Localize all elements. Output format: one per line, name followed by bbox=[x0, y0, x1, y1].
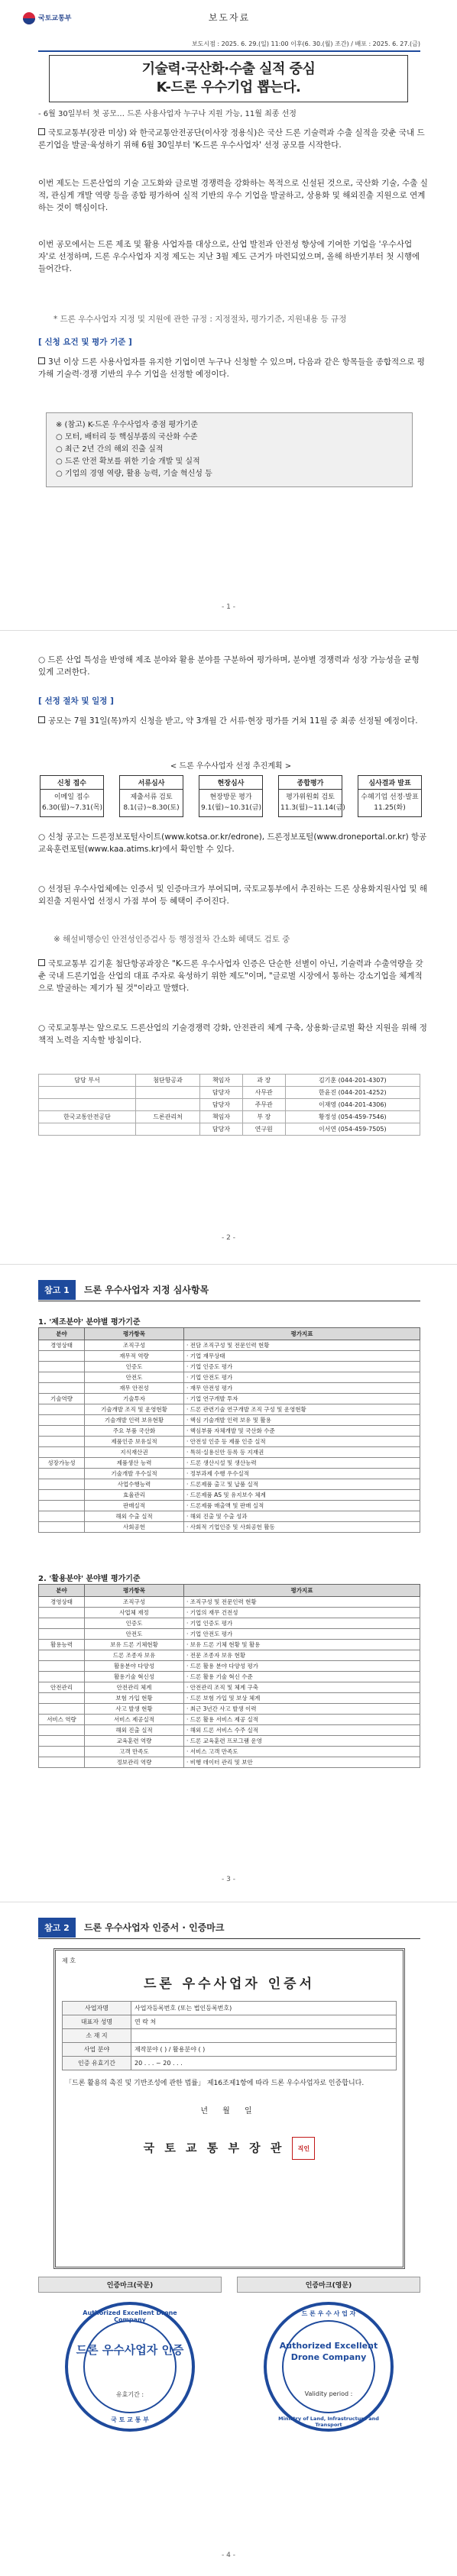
table-row bbox=[39, 1682, 420, 1693]
indicator-cell: · 드론 활용 기술 혁신 수준 bbox=[184, 1672, 420, 1682]
table-cell: 김기훈 (044-201-4307) bbox=[285, 1075, 420, 1087]
category-cell: 기술역량 bbox=[39, 1394, 85, 1404]
column-header: 평가항목 bbox=[85, 1585, 184, 1597]
table-row bbox=[39, 1672, 420, 1682]
reference-tag: 참고 1 bbox=[38, 1280, 76, 1300]
item-cell: 안전관리 체계 bbox=[85, 1682, 184, 1693]
field-value: 20 . . . ~ 20 . . . bbox=[131, 2057, 397, 2070]
item-cell: 안전도 bbox=[85, 1629, 184, 1640]
ministry-emblem-icon bbox=[23, 12, 35, 24]
certificate-sample bbox=[53, 1948, 405, 2269]
english-mark-column bbox=[237, 2277, 420, 2432]
table-row bbox=[39, 1501, 420, 1511]
subheadline: - 6월 30일부터 첫 공모… 드론 사용사업자 누구나 지원 가능, 11월 최종 선정 bbox=[38, 110, 297, 118]
indicator-cell: · 기업 연구개발 투자 bbox=[184, 1394, 420, 1404]
indicator-cell: · 해외 진출 및 수출 성과 bbox=[184, 1511, 420, 1522]
table-row bbox=[39, 1661, 420, 1672]
refbox-title: ※ (참고) K-드론 우수사업자 중점 평가기준 bbox=[56, 421, 199, 429]
page-2 bbox=[0, 630, 457, 1260]
indicator-cell: · 기업 안전도 평가 bbox=[184, 1372, 420, 1383]
indicator-cell: · 비행 데이터 관리 및 보안 bbox=[184, 1757, 420, 1768]
indicator-cell: · 재무 안전성 평가 bbox=[184, 1383, 420, 1394]
table-row bbox=[39, 1394, 420, 1404]
category-cell bbox=[39, 1383, 85, 1394]
item-cell: 인증도 bbox=[85, 1362, 184, 1372]
category-cell bbox=[39, 1362, 85, 1372]
body-item: ○ 드론 산업 특성을 반영해 제조 분야와 활용 분야를 구분하여 평가하며, 분야별 경쟁력과 성장 가능성을 균형 있게 고려한다. bbox=[38, 655, 420, 677]
page-number: - 1 - bbox=[222, 603, 235, 611]
item-cell: 활용분야 다양성 bbox=[85, 1661, 184, 1672]
table-row bbox=[39, 1597, 420, 1608]
utilization-criteria-table bbox=[38, 1584, 420, 1768]
item-cell: 보유 드론 기체현황 bbox=[85, 1640, 184, 1650]
category-cell bbox=[39, 1404, 85, 1415]
indicator-cell: · 드론제품 출고 및 납품 실적 bbox=[184, 1479, 420, 1490]
category-cell bbox=[39, 1672, 85, 1682]
press-header bbox=[23, 8, 436, 35]
item-cell: 지식재산권 bbox=[85, 1447, 184, 1458]
table-row bbox=[39, 1725, 420, 1736]
item-cell: 안전도 bbox=[85, 1372, 184, 1383]
category-cell bbox=[39, 1693, 85, 1704]
indicator-cell: · 기업 안전도 평가 bbox=[184, 1629, 420, 1640]
column-header: 평가지표 bbox=[184, 1328, 420, 1340]
field-label: 대표자 성명 bbox=[63, 2015, 131, 2029]
section-heading: [ 신청 요건 및 평가 기준 ] bbox=[38, 338, 132, 347]
item-cell: 고객 만족도 bbox=[85, 1747, 184, 1757]
table-cell: 한국교통안전공단 bbox=[39, 1111, 136, 1123]
doc-type: 보도자료 bbox=[208, 12, 251, 23]
schedule-paragraph: 공모는 7월 31일(목)까지 신청을 받고, 약 3개월 간 서류·현장 평가를 거쳐 11월 중 최종 선정될 예정이다. bbox=[38, 715, 428, 727]
table-cell bbox=[39, 1123, 136, 1136]
column-header: 평가지표 bbox=[184, 1585, 420, 1597]
column-header: 분야 bbox=[39, 1585, 85, 1597]
category-cell bbox=[39, 1725, 85, 1736]
item-cell: 해외 수출 실적 bbox=[85, 1511, 184, 1522]
table-row bbox=[63, 2002, 397, 2015]
category-cell bbox=[39, 1426, 85, 1437]
category-cell: 안전관리 bbox=[39, 1682, 85, 1693]
item-cell: 주요 부품 국산화 bbox=[85, 1426, 184, 1437]
category-cell bbox=[39, 1479, 85, 1490]
category-cell bbox=[39, 1437, 85, 1447]
table-row bbox=[39, 1747, 420, 1757]
table-row bbox=[39, 1340, 420, 1351]
item-cell: 기술투자 bbox=[85, 1394, 184, 1404]
table-row bbox=[39, 1522, 420, 1533]
table-cell: 첨단항공과 bbox=[135, 1075, 199, 1087]
category-cell: 경영상태 bbox=[39, 1597, 85, 1608]
table-row bbox=[39, 1479, 420, 1490]
refbox-item: ○ 기업의 경영 역량, 활용 능력, 기술 혁신성 등 bbox=[56, 470, 212, 478]
category-cell bbox=[39, 1650, 85, 1661]
table-row bbox=[39, 1426, 420, 1437]
schedule-stage: 종합평가 평가위원회 검토 11.3(월)~11.14(금) bbox=[278, 775, 342, 817]
category-cell bbox=[39, 1511, 85, 1522]
indicator-cell: · 드론 교육훈련 프로그램 운영 bbox=[184, 1736, 420, 1747]
page-1 bbox=[0, 0, 457, 626]
indicator-cell: · 보유 드론 기체 현황 및 활용 bbox=[184, 1640, 420, 1650]
indicator-cell: · 조직구성 및 전문인력 현황 bbox=[184, 1597, 420, 1608]
table-row bbox=[39, 1437, 420, 1447]
item-cell: 제품인증 보유실적 bbox=[85, 1437, 184, 1447]
headline-line-2: K-드론 우수기업 뽑는다. bbox=[156, 79, 301, 95]
schedule-stage: 현장심사 현장방문 평가 9.1(월)~10.31(금) bbox=[199, 775, 263, 817]
field-value: 연 락 처 bbox=[131, 2015, 397, 2029]
field-label: 소 재 지 bbox=[63, 2029, 131, 2043]
certificate-number: 제 호 bbox=[62, 1957, 76, 1964]
headline-line-1: 기술력·국산화·수출 실적 중심 bbox=[141, 61, 316, 77]
table-row bbox=[39, 1447, 420, 1458]
schedule-stage: 신청 접수 이메일 접수 6.30(월)~7.31(목) bbox=[40, 775, 104, 817]
field-label: 사업 분야 bbox=[63, 2043, 131, 2057]
body-item: 이번 공모에서는 드론 제조 및 활용 사업자를 대상으로, 산업 발전과 안전성 향상에 기여한 기업을 '우수사업자'로 선정하며, 드론 우수사업자 지정 제도는 지난 3월 제도 근거가 마련되었으며, 올해 하반기부터 첫 시행에 들어간다. bbox=[38, 240, 420, 273]
table-cell: 부 장 bbox=[242, 1111, 285, 1123]
category-cell bbox=[39, 1351, 85, 1362]
category-cell bbox=[39, 1629, 85, 1640]
table-cell: 사무관 bbox=[242, 1087, 285, 1099]
item-cell: 정보관리 역량 bbox=[85, 1757, 184, 1768]
indicator-cell: · 드론 보험 가입 및 보상 체계 bbox=[184, 1693, 420, 1704]
category-cell: 경영상태 bbox=[39, 1340, 85, 1351]
category-cell: 성장가능성 bbox=[39, 1458, 85, 1469]
square-bullet-icon bbox=[38, 128, 45, 135]
item-cell: 해외 진출 실적 bbox=[85, 1725, 184, 1736]
category-cell bbox=[39, 1522, 85, 1533]
schedule-stages bbox=[40, 775, 422, 817]
table-row bbox=[39, 1650, 420, 1661]
table-caption: 1. '제조분야' 분야별 평가기준 bbox=[38, 1318, 141, 1327]
table-cell bbox=[135, 1087, 199, 1099]
item-cell: 교육훈련 역량 bbox=[85, 1736, 184, 1747]
category-cell bbox=[39, 1490, 85, 1501]
reference-title: 드론 우수사업자 인증서 · 인증마크 bbox=[83, 1922, 225, 1933]
ministry-logo: 국토교통부 bbox=[23, 12, 71, 24]
table-cell: 이서연 (054-459-7505) bbox=[285, 1123, 420, 1136]
page-number: - 2 - bbox=[222, 1234, 235, 1242]
indicator-cell: · 해외 드론 서비스 수주 실적 bbox=[184, 1725, 420, 1736]
headline-box bbox=[49, 55, 408, 102]
category-cell bbox=[39, 1618, 85, 1629]
category-cell bbox=[39, 1757, 85, 1768]
indicator-cell: · 기업 인증도 평가 bbox=[184, 1618, 420, 1629]
field-value: 제작분야 ( ) / 활용분야 ( ) bbox=[131, 2043, 397, 2057]
criteria-reference-box bbox=[46, 412, 413, 487]
table-cell bbox=[135, 1123, 199, 1136]
item-cell: 기술개발 인력 보유현황 bbox=[85, 1415, 184, 1426]
korean-mark-column bbox=[38, 2277, 222, 2432]
item-cell: 재무 안전성 bbox=[85, 1383, 184, 1394]
category-cell bbox=[39, 1415, 85, 1426]
certificate-body: 「드론 활용의 촉진 및 기반조성에 관한 법률」 제16조제1항에 따라 드론 우수사업자로 인증합니다. bbox=[65, 2080, 365, 2087]
table-row bbox=[39, 1111, 420, 1123]
table-row bbox=[39, 1383, 420, 1394]
table-cell: 책임자 bbox=[200, 1075, 243, 1087]
item-cell: 기술개발 조직 및 운영현황 bbox=[85, 1404, 184, 1415]
table-row bbox=[39, 1511, 420, 1522]
item-cell: 사업수행능력 bbox=[85, 1479, 184, 1490]
category-cell bbox=[39, 1661, 85, 1672]
item-cell: 서비스 제공실적 bbox=[85, 1715, 184, 1725]
field-label: 사업자명 bbox=[63, 2002, 131, 2015]
item-cell: 사고 발생 현황 bbox=[85, 1704, 184, 1715]
indicator-cell: · 서비스 고객 만족도 bbox=[184, 1747, 420, 1757]
table-row bbox=[39, 1362, 420, 1372]
category-cell: 활용능력 bbox=[39, 1640, 85, 1650]
body-item: ○ 신청 공고는 드론정보포털사이트(www.kotsa.or.kr/edrone), 드론정보포털(www.droneportal.or.kr) 항공교육훈련포털(www.kaa.atims.kr)에서 확인할 수 있다. bbox=[38, 832, 427, 854]
embargo-line: 보도시점 : 2025. 6. 29.(일) 11:00 이후(6. 30.(월) 조간) / 배포 : 2025. 6. 27.(금) bbox=[38, 40, 420, 52]
indicator-cell: · 드론 생산시설 및 생산능력 bbox=[184, 1458, 420, 1469]
mark-heading: 인증마크(국문) bbox=[38, 2277, 222, 2293]
item-cell: 드론 조종자 보유 bbox=[85, 1650, 184, 1661]
table-row bbox=[63, 2057, 397, 2070]
indicator-cell: · 전담 조직구성 및 전문인력 현황 bbox=[184, 1340, 420, 1351]
table-cell: 담당 부서 bbox=[39, 1075, 136, 1087]
table-row bbox=[39, 1618, 420, 1629]
item-cell: 재무적 역량 bbox=[85, 1351, 184, 1362]
table-row bbox=[39, 1629, 420, 1640]
schedule-stage: 심사결과 발표 수혜기업 선정·발표 11.25(화) bbox=[358, 775, 422, 817]
certificate-issuer: 국 토 교 통 부 장 관 직인 bbox=[62, 2137, 397, 2160]
table-cell bbox=[135, 1099, 199, 1111]
page-number: - 4 - bbox=[222, 2552, 235, 2559]
table-row bbox=[39, 1757, 420, 1768]
indicator-cell: · 기업 재무상태 bbox=[184, 1351, 420, 1362]
section-heading: [ 선정 절차 및 일정 ] bbox=[38, 697, 114, 706]
reference-1-header bbox=[38, 1280, 420, 1300]
item-cell: 사업체 재정 bbox=[85, 1608, 184, 1618]
page-number: - 3 - bbox=[222, 1876, 235, 1883]
reference-tag: 참고 2 bbox=[38, 1918, 76, 1938]
certification-marks bbox=[38, 2277, 420, 2468]
table-row bbox=[39, 1693, 420, 1704]
field-value: 사업자등록번호 (또는 법인등록번호) bbox=[131, 2002, 397, 2015]
table-row bbox=[39, 1640, 420, 1650]
indicator-cell: · 핵심 기술개발 인력 보유 및 활용 bbox=[184, 1415, 420, 1426]
table-row bbox=[39, 1372, 420, 1383]
table-cell: 한윤진 (044-201-4252) bbox=[285, 1087, 420, 1099]
table-row bbox=[63, 2029, 397, 2043]
body-item: 이번 제도는 드론산업의 기술 고도화와 글로벌 경쟁력을 강화하는 목적으로 신설된 것으로, 국산화 기술, 수출 실적, 관심게 개발 역량 등을 종합 평가하여 실적 기반의 우수 기업을 발굴하고, 상용화 및 해외진출 지원으로 연계하는 것이 핵심이다. bbox=[38, 179, 428, 212]
footnote: * 드론 우수사업자 지정 및 지원에 관한 규정 : 지정절차, 평가기준, 지원내용 등 규정 bbox=[53, 315, 347, 324]
square-bullet-icon bbox=[38, 357, 45, 364]
table-row bbox=[39, 1715, 420, 1725]
item-cell: 사회공헌 bbox=[85, 1522, 184, 1533]
indicator-cell: · 드론제품 매출액 및 판매 실적 bbox=[184, 1501, 420, 1511]
refbox-item: ○ 드론 안전 확보를 위한 기술 개발 및 실적 bbox=[56, 457, 200, 466]
table-cell: 주무관 bbox=[242, 1099, 285, 1111]
body-item: ○ 선정된 우수사업체에는 인증서 및 인증마크가 부여되며, 국토교통부에서 추진하는 드론 상용화지원사업 및 해외진출 지원사업 선정시 가점 부여 등 혜택이 주어진다. bbox=[38, 884, 427, 906]
table-row bbox=[63, 2015, 397, 2029]
schedule-title: < 드론 우수사업자 선정 추진계획 > bbox=[170, 762, 292, 771]
indicator-cell: · 전문 조종자 보유 현황 bbox=[184, 1650, 420, 1661]
indicator-cell: · 드론 활용 분야 다양성 평가 bbox=[184, 1661, 420, 1672]
table-row bbox=[39, 1075, 420, 1087]
official-seal-icon: 직인 bbox=[292, 2137, 315, 2160]
table-row bbox=[39, 1458, 420, 1469]
certificate-date: 년 월 일 bbox=[200, 2107, 258, 2115]
column-header: 평가항목 bbox=[85, 1328, 184, 1340]
indicator-cell: · 기업의 재무 건전성 bbox=[184, 1608, 420, 1618]
table-row bbox=[39, 1404, 420, 1415]
indicator-cell: · 드론제품 AS 및 유지보수 체계 bbox=[184, 1490, 420, 1501]
table-cell: 과 장 bbox=[242, 1075, 285, 1087]
category-cell bbox=[39, 1447, 85, 1458]
certificate-fields bbox=[62, 2001, 397, 2070]
contact-table bbox=[38, 1074, 420, 1136]
category-cell bbox=[39, 1736, 85, 1747]
table-row bbox=[39, 1351, 420, 1362]
column-header: 분야 bbox=[39, 1328, 85, 1340]
category-cell bbox=[39, 1747, 85, 1757]
english-cert-mark-icon: 드 론 우 수 사 업 자 Authorized Excellent Drone Company Validity period : Ministry of Land, Infrastructure and Transport bbox=[264, 2302, 394, 2432]
requirement-paragraph: 3년 이상 드론 사용사업자를 유지한 기업이면 누구나 신청할 수 있으며, 다음과 같은 항목들을 종합적으로 평가해 기술력·경쟁 기반의 우수 기업을 선정할 예정이다. bbox=[38, 357, 425, 379]
indicator-cell: · 드론 활용 서비스 제공 실적 bbox=[184, 1715, 420, 1725]
korean-cert-mark-icon: Authorized Excellent Drone Company 드론 우수사업자 인증 유효기간 : 국 토 교 통 부 bbox=[65, 2302, 195, 2432]
table-cell: 연구원 bbox=[242, 1123, 285, 1136]
item-cell: 활용기술 혁신성 bbox=[85, 1672, 184, 1682]
table-row bbox=[39, 1704, 420, 1715]
item-cell: 조직구성 bbox=[85, 1340, 184, 1351]
square-bullet-icon bbox=[38, 959, 45, 966]
indicator-cell: · 핵심부품 자체개발 및 국산화 수준 bbox=[184, 1426, 420, 1437]
table-row bbox=[39, 1099, 420, 1111]
indicator-cell: · 안전성 인증 등 제품 인증 실적 bbox=[184, 1437, 420, 1447]
footnote: ※ 해설비행승인 안전성인증검사 등 행정절차 간소화 혜택도 검토 중 bbox=[53, 935, 290, 944]
category-cell bbox=[39, 1372, 85, 1383]
table-cell: 담당자 bbox=[200, 1123, 243, 1136]
item-cell: 제품생산 능력 bbox=[85, 1458, 184, 1469]
table-row bbox=[39, 1490, 420, 1501]
page-3 bbox=[0, 1264, 457, 1898]
table-row bbox=[39, 1736, 420, 1747]
body-item: ○ 국토교통부는 앞으로도 드론산업의 기술경쟁력 강화, 안전관리 체계 구축, 상용화·글로벌 확산 지원을 위해 정책적 노력을 지속할 방침이다. bbox=[38, 1023, 427, 1045]
item-cell: 조직구성 bbox=[85, 1597, 184, 1608]
category-cell bbox=[39, 1501, 85, 1511]
square-bullet-icon bbox=[38, 716, 45, 723]
table-cell: 이재영 (044-201-4306) bbox=[285, 1099, 420, 1111]
quote-paragraph: 국토교통부 김기훈 첨단항공과장은 "K-드론 우수사업자 인증은 단순한 선별이 아닌, 기술력과 수출역량을 갖춘 국내 드론기업을 산업의 대표 주자로 육성하기 위한 제도"이며, "글로벌 시장에서 통하는 강소기업을 체계적으로 발굴하는 제기가 될 것"이라고 말했다. bbox=[38, 959, 423, 993]
page-4 bbox=[0, 1902, 457, 2576]
table-row bbox=[39, 1469, 420, 1479]
category-cell: 서비스 역량 bbox=[39, 1715, 85, 1725]
category-cell bbox=[39, 1469, 85, 1479]
indicator-cell: · 기업 인증도 평가 bbox=[184, 1362, 420, 1372]
field-value bbox=[131, 2029, 397, 2043]
refbox-item: ○ 최근 2년 간의 해외 진출 실적 bbox=[56, 445, 164, 454]
indicator-cell: · 최근 3년간 사고 발생 이력 bbox=[184, 1704, 420, 1715]
indicator-cell: · 안전관리 조직 및 체계 구축 bbox=[184, 1682, 420, 1693]
item-cell: 보험 가입 현황 bbox=[85, 1693, 184, 1704]
category-cell bbox=[39, 1704, 85, 1715]
indicator-cell: · 드론 관련기술 연구개발 조직 구성 및 운영현황 bbox=[184, 1404, 420, 1415]
indicator-cell: · 정부과제 수행 우수실적 bbox=[184, 1469, 420, 1479]
manufacturing-criteria-table bbox=[38, 1327, 420, 1533]
table-cell: 책임자 bbox=[200, 1111, 243, 1123]
category-cell bbox=[39, 1608, 85, 1618]
table-caption: 2. '활용분야' 분야별 평가기준 bbox=[38, 1575, 141, 1583]
schedule-diagram bbox=[40, 759, 422, 817]
refbox-item: ○ 모터, 배터리 등 핵심부품의 국산화 수준 bbox=[56, 433, 198, 441]
table-cell bbox=[39, 1087, 136, 1099]
certificate-title: 드론 우수사업자 인증서 bbox=[143, 1976, 316, 1992]
table-cell: 드론관리처 bbox=[135, 1111, 199, 1123]
table-row bbox=[39, 1123, 420, 1136]
table-cell: 담당자 bbox=[200, 1099, 243, 1111]
item-cell: 인증도 bbox=[85, 1618, 184, 1629]
schedule-stage: 서류심사 제출서류 검토 8.1(금)~8.30(토) bbox=[119, 775, 183, 817]
intro-paragraph: 국토교통부(장관 미상) 와 한국교통안전공단(이사장 정용식)은 국산 드론 기술력과 수출 실적을 갖춘 국내 드론기업을 발굴·육성하기 위해 6월 30일부터 'K-드론 우수사업자' 선정 공모를 시작한다. bbox=[38, 128, 425, 150]
table-row bbox=[39, 1608, 420, 1618]
table-row bbox=[39, 1087, 420, 1099]
table-cell bbox=[39, 1099, 136, 1111]
reference-2-header bbox=[38, 1918, 420, 1938]
indicator-cell: · 특허·실용신안 등록 등 지재권 bbox=[184, 1447, 420, 1458]
reference-title: 드론 우수사업자 지정 심사항목 bbox=[83, 1285, 209, 1295]
table-row bbox=[63, 2043, 397, 2057]
indicator-cell: · 사회적 기업인증 및 사회공헌 활동 bbox=[184, 1522, 420, 1533]
table-row bbox=[39, 1415, 420, 1426]
mark-heading: 인증마크(영문) bbox=[237, 2277, 420, 2293]
field-label: 인증 유효기간 bbox=[63, 2057, 131, 2070]
item-cell: 효율관리 bbox=[85, 1490, 184, 1501]
item-cell: 판매실적 bbox=[85, 1501, 184, 1511]
table-cell: 담당자 bbox=[200, 1087, 243, 1099]
table-cell: 황정성 (054-459-7546) bbox=[285, 1111, 420, 1123]
item-cell: 기술개발 우수실적 bbox=[85, 1469, 184, 1479]
